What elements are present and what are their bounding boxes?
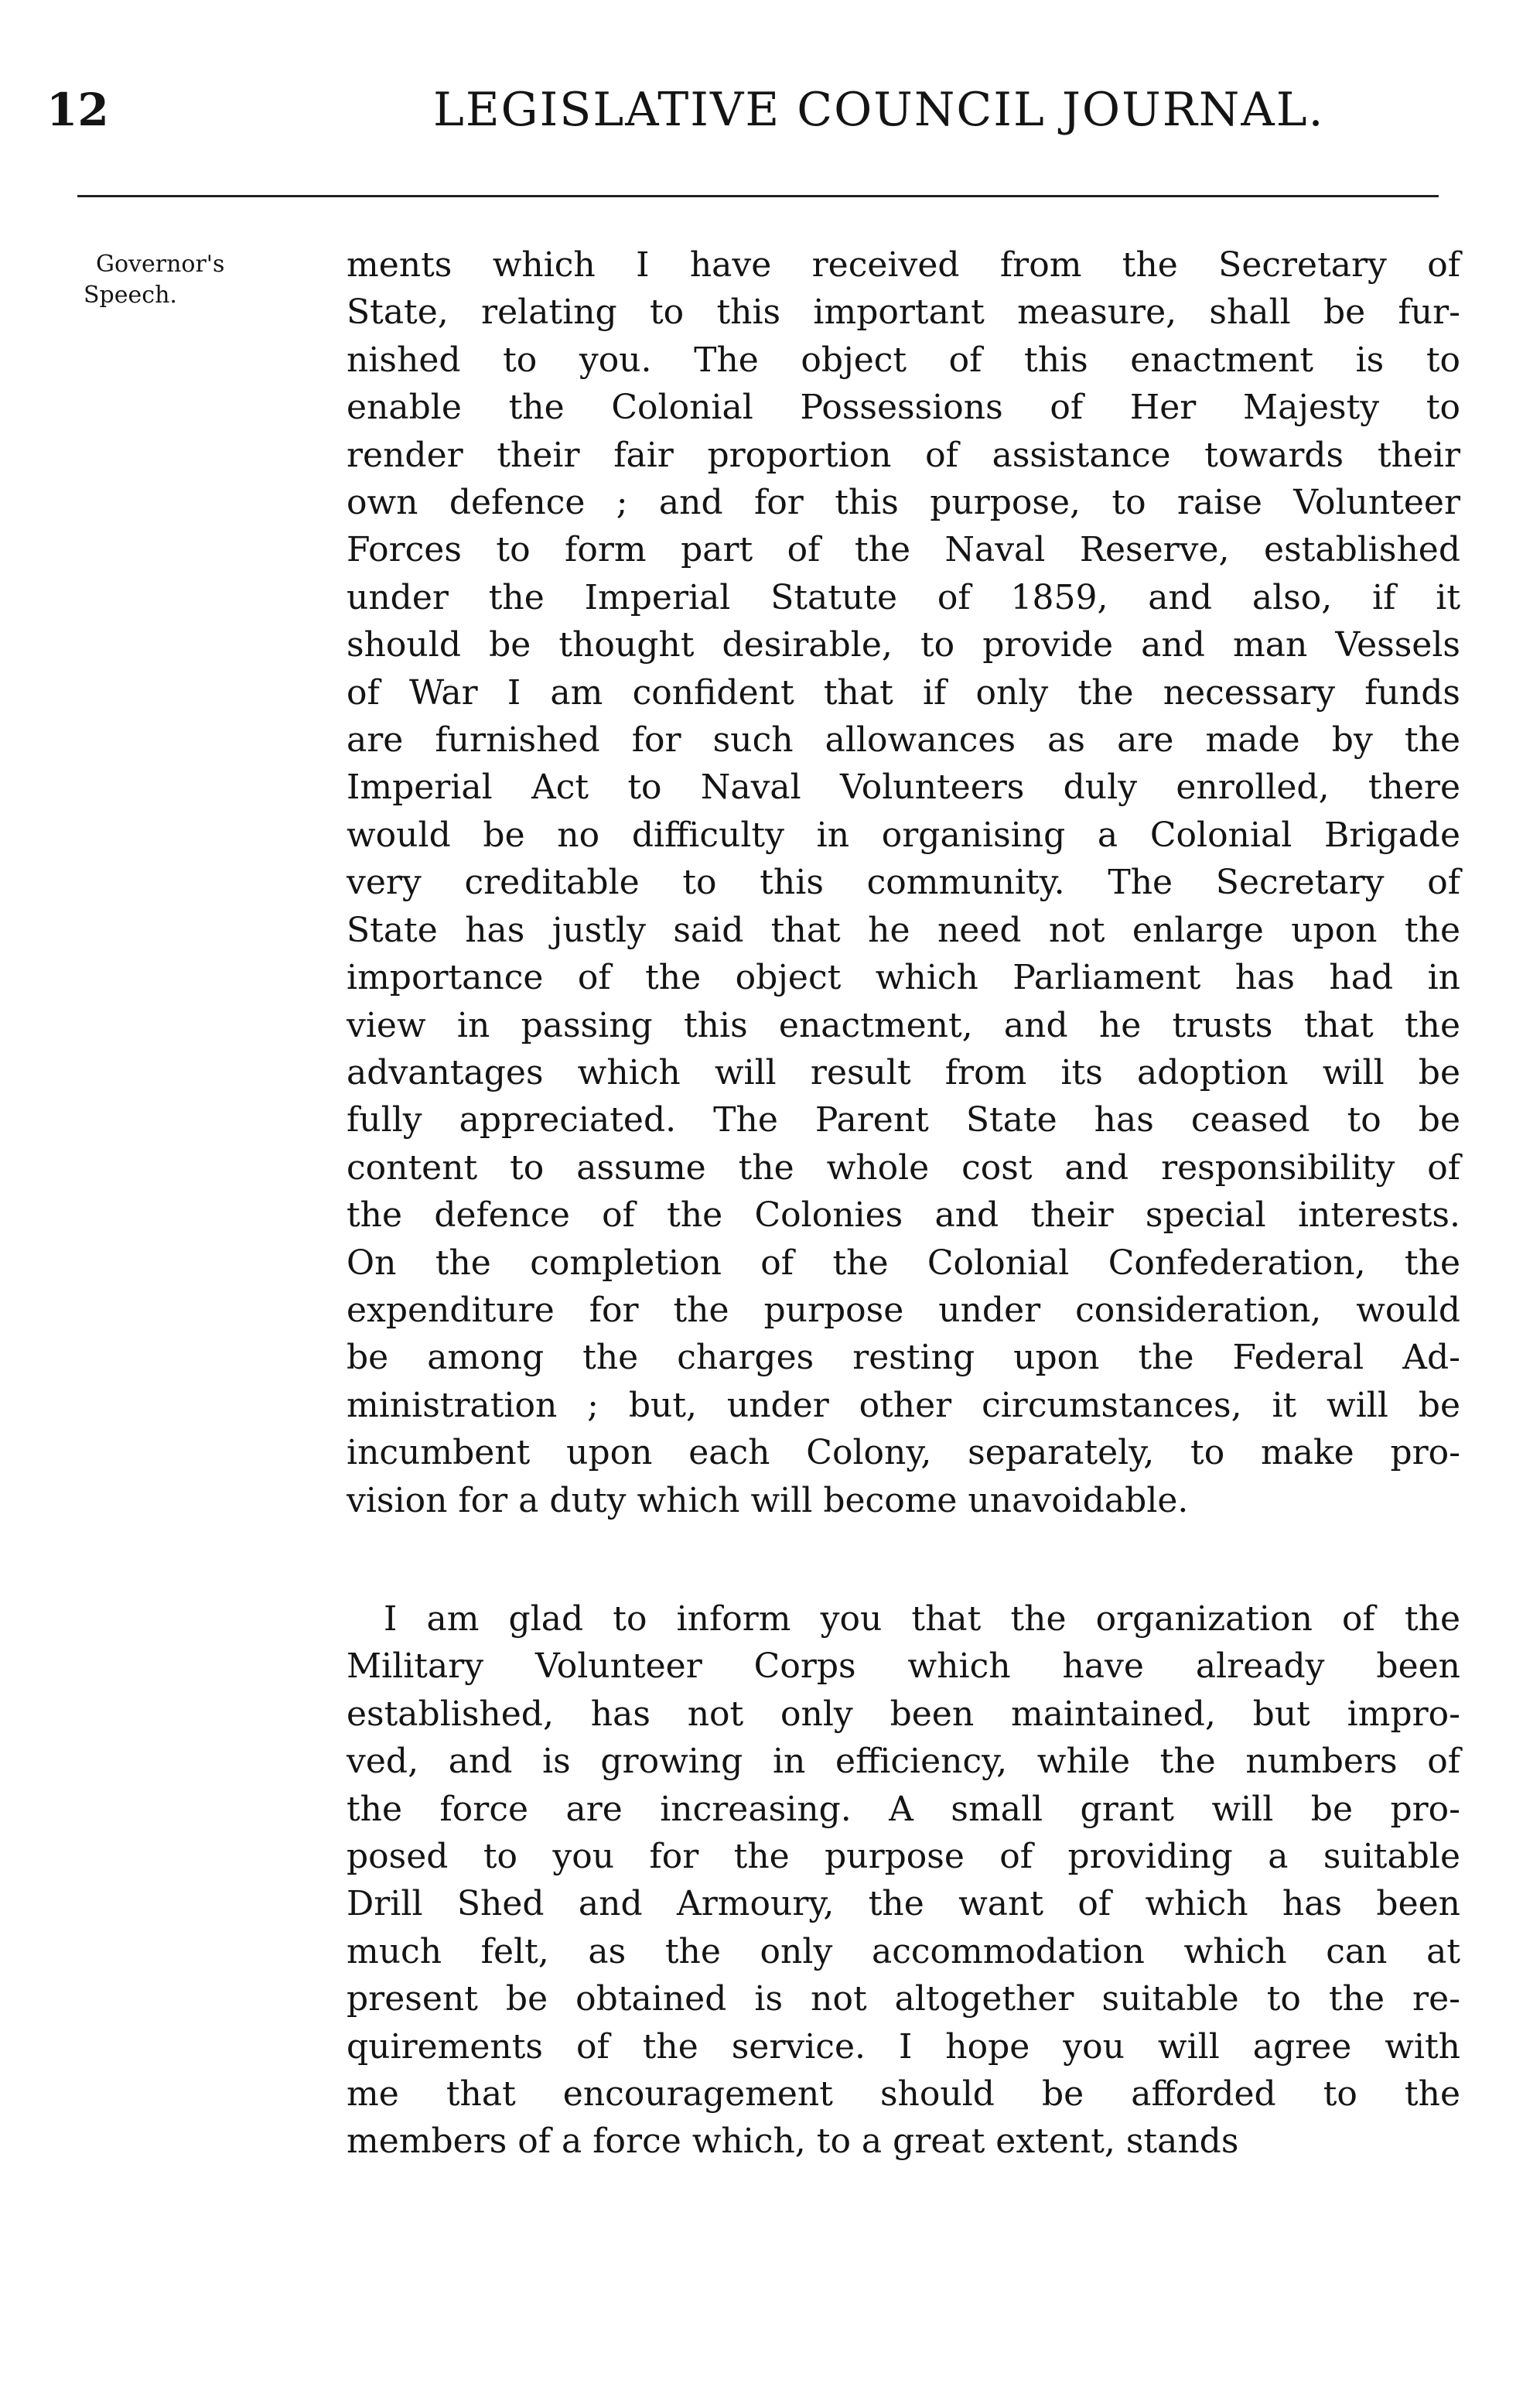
journal-title: LEGISLATIVE COUNCIL JOURNAL. xyxy=(433,83,1325,137)
text-line: fully appreciated. The Parent State has ceased to be xyxy=(347,1100,1460,1140)
text-line: advantages which will result from its adoption will be xyxy=(347,1052,1460,1092)
text-line: members of a force which, to a great extent, stands xyxy=(347,2121,1239,2162)
text-line: very creditable to this community. The Secretary of xyxy=(347,863,1460,903)
text-line: present be obtained is not altogether suitable to the re- xyxy=(347,1979,1460,2019)
text-line: posed to you for the purpose of providing a suitable xyxy=(347,1837,1460,1876)
body-text xyxy=(347,241,1460,2166)
text-line: importance of the object which Parliament has had in xyxy=(347,958,1460,998)
paragraph-gap xyxy=(347,1524,1460,1595)
text-line: vision for a duty which will become unavoidable. xyxy=(347,1480,1189,1520)
text-line: I am glad to inform you that the organization of the xyxy=(384,1598,1460,1639)
text-line: State, relating to this important measure, shall be fur- xyxy=(347,292,1460,333)
text-line: Imperial Act to Naval Volunteers duly enrolled, there xyxy=(347,768,1460,808)
text-line: should be thought desirable, to provide and man Vessels xyxy=(347,625,1460,665)
margin-note-line-2: Speech. xyxy=(84,282,177,309)
text-line: State has justly said that he need not enlarge upon the xyxy=(347,910,1460,950)
text-line: nished to you. The object of this enactment is to xyxy=(347,340,1460,380)
text-line: On the completion of the Colonial Confederation, the xyxy=(347,1243,1460,1283)
text-line: incumbent upon each Colony, separately, to make pro- xyxy=(347,1433,1460,1473)
text-line: of War I am confident that if only the necessary funds xyxy=(347,672,1460,713)
text-line: established, has not only been maintained, but impro- xyxy=(347,1694,1460,1734)
text-line: ministration ; but, under other circumstances, it will be xyxy=(347,1385,1460,1425)
text-line: the defence of the Colonies and their special interests. xyxy=(347,1195,1460,1236)
text-line: under the Imperial Statute of 1859, and also, if it xyxy=(347,577,1460,617)
text-line: content to assume the whole cost and responsibility of xyxy=(347,1147,1460,1188)
paragraph-1 xyxy=(347,241,1460,1524)
text-line: are furnished for such allowances as are made by the xyxy=(347,720,1460,761)
text-line: ved, and is growing in efficiency, while the numbers of xyxy=(347,1742,1460,1782)
text-line: own defence ; and for this purpose, to raise Volunteer xyxy=(347,483,1460,523)
text-line: the force are increasing. A small grant will be pro- xyxy=(347,1789,1460,1829)
text-line: Drill Shed and Armoury, the want of which has been xyxy=(347,1884,1460,1924)
text-line: would be no difficulty in organising a Colonial Brigade xyxy=(347,815,1460,855)
text-line: Military Volunteer Corps which have already been xyxy=(347,1646,1460,1687)
paragraph-2 xyxy=(347,1595,1460,2166)
text-line: enable the Colonial Possessions of Her Majesty to xyxy=(347,388,1460,428)
text-line: render their fair proportion of assistance towards their xyxy=(347,435,1460,475)
margin-note xyxy=(84,249,261,311)
text-line: expenditure for the purpose under consideration, would xyxy=(347,1290,1460,1330)
page-number: 12 xyxy=(46,84,109,136)
text-line: Forces to form part of the Naval Reserve, established xyxy=(347,530,1460,570)
header-rule xyxy=(77,195,1439,197)
text-line: quirements of the service. I hope you will agree with xyxy=(347,2026,1460,2067)
text-line: view in passing this enactment, and he trusts that the xyxy=(347,1005,1460,1045)
text-line: be among the charges resting upon the Federal Ad- xyxy=(347,1338,1460,1378)
text-line: me that encouragement should be afforded to the xyxy=(347,2074,1460,2115)
running-head xyxy=(46,79,1454,156)
margin-note-line-1: Governor's xyxy=(96,251,225,278)
text-line: ments which I have received from the Secretary of xyxy=(347,245,1460,285)
text-line: much felt, as the only accommodation which can at xyxy=(347,1931,1460,1971)
